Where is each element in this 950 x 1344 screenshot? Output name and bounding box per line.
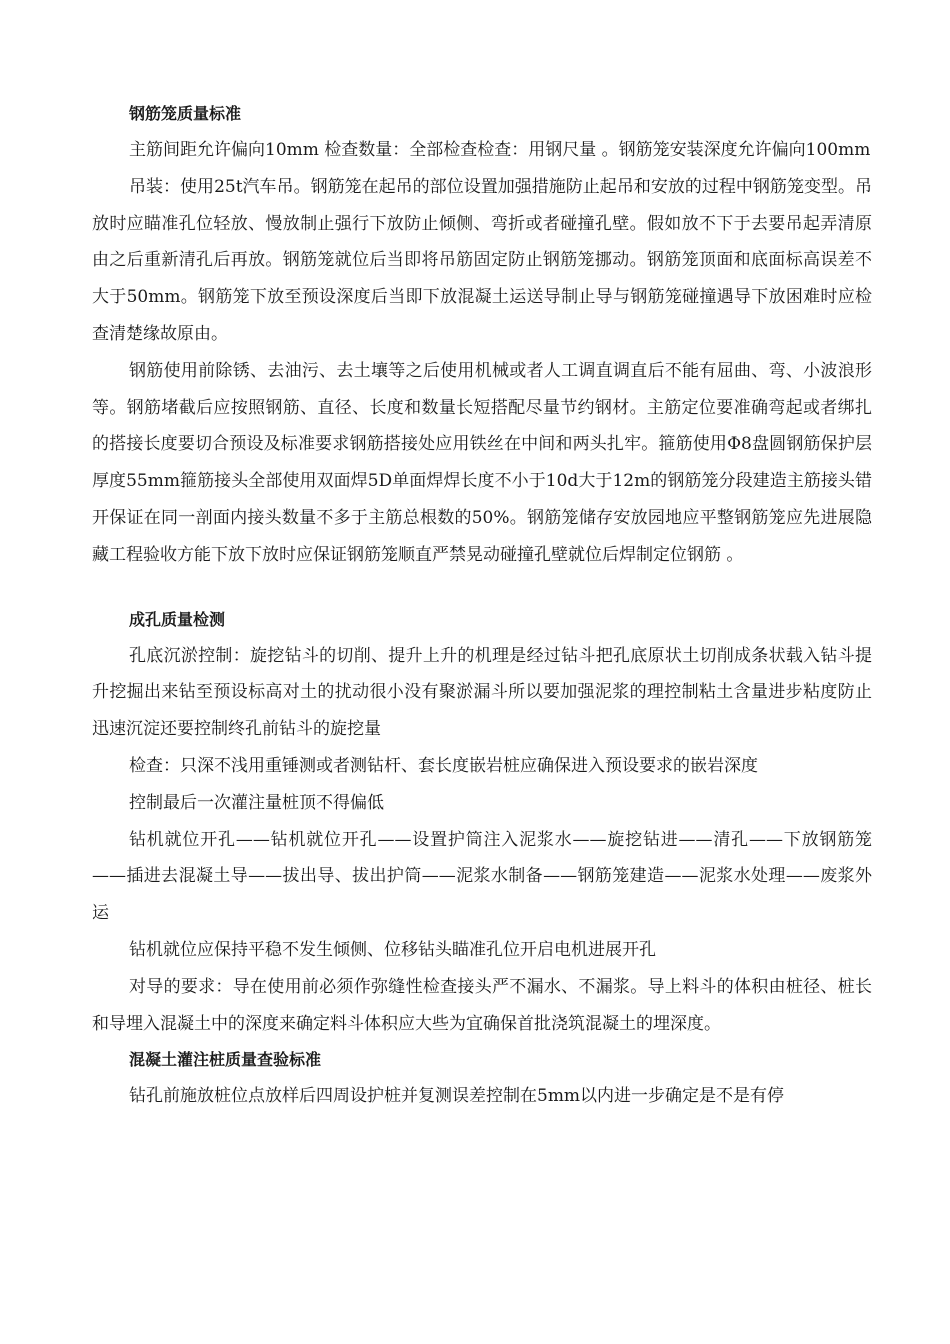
paragraph-pile-positioning: 钻孔前施放桩位点放样后四周设护桩并复测误差控制在5mm以内进一步确定是不是有停 xyxy=(129,1086,785,1107)
paragraph-process-flow: 钻机就位开孔——钻机就位开孔——设置护筒注入泥浆水——旋挖钻进——清孔——下放钢筋笼——插进去混凝土导——拔出导、拔出护筒——泥浆水制备——钢筋笼建造——泥浆水处理——废浆外运 xyxy=(92,829,872,924)
document-page xyxy=(92,96,872,1115)
section-heading-pile-inspection-standard: 混凝土灌注桩质量查验标准 xyxy=(129,1050,322,1070)
paragraph-tremie-requirements: 对导的要求：导在使用前必须作弥缝性检查接头严不漏水、不漏浆。导上料斗的体积由桩径、桩长和导埋入混凝土中的深度来确定料斗体积应大些为宜确保首批浇筑混凝土的埋深度。 xyxy=(92,976,872,1034)
section-heading-rebar-cage-standard: 钢筋笼质量标准 xyxy=(129,104,242,123)
paragraph-sediment-control: 孔底沉淤控制：旋挖钻斗的切削、提升上升的机理是经过钻斗把孔底原状土切削成条状载入钻斗提升挖掘出来钻至预设标高对土的扰动很小没有聚淤漏斗所以要加强泥浆的理控制粘土含量进步粘度防止迅速沉淀还要控制终孔前钻斗的旋挖量 xyxy=(92,645,872,740)
paragraph-lifting: 吊装：使用25t汽车吊。钢筋笼在起吊的部位设置加强措施防止起吊和安放的过程中钢筋笼变型。吊放时应瞄准孔位轻放、慢放制止强行下放防止倾侧、弯折或者碰撞孔壁。假如放不下于去要吊起弄清原由之后重新清孔后再放。钢筋笼就位后当即将吊筋固定防止钢筋笼挪动。钢筋笼顶面和底面标高误差不大于50mm。钢筋笼下放至预设深度后当即下放混凝土运送导制止导与钢筋笼碰撞遇导下放困难时应检查清楚缘故原由。 xyxy=(92,176,872,344)
paragraph-inspection: 检查：只深不浅用重锤测或者测钻杆、套长度嵌岩桩应确保进入预设要求的嵌岩深度 xyxy=(129,755,758,776)
section-heading-hole-quality-check: 成孔质量检测 xyxy=(129,609,226,629)
paragraph-rig-positioning: 钻机就位应保持平稳不发生倾侧、位移钻头瞄准孔位开启电机进展开孔 xyxy=(129,939,656,960)
paragraph-rebar-preparation: 钢筋使用前除锈、去油污、去土壤等之后使用机械或者人工调直调直后不能有屈曲、弯、小波浪形等。钢筋堵截后应按照钢筋、直径、长度和数量长短搭配尽量节约钢材。主筋定位要准确弯起或者绑扎的搭接长度要切合预设及标准要求钢筋搭接处应用铁丝在中间和两头扎牢。箍筋使用Φ8盘圆钢筋保护层厚度55mm箍筋接头全部使用双面焊5D单面焊焊长度不小于10d大于12m的钢筋笼分段建造主筋接头错开保证在同一剖面内接头数量不多于主筋总根数的50%。钢筋笼储存安放园地应平整钢筋笼应先进展隐藏工程验收方能下放下放时应保证钢筋笼顺直严禁晃动碰撞孔壁就位后焊制定位钢筋 。 xyxy=(92,360,872,565)
paragraph-rebar-spacing: 主筋间距允许偏向10mm 检查数量：全部检查检查：用钢尺量 。钢筋笼安装深度允许偏向100mm xyxy=(129,140,871,160)
paragraph-inspection-continued: 控制最后一次灌注量桩顶不得偏低 xyxy=(129,792,384,813)
